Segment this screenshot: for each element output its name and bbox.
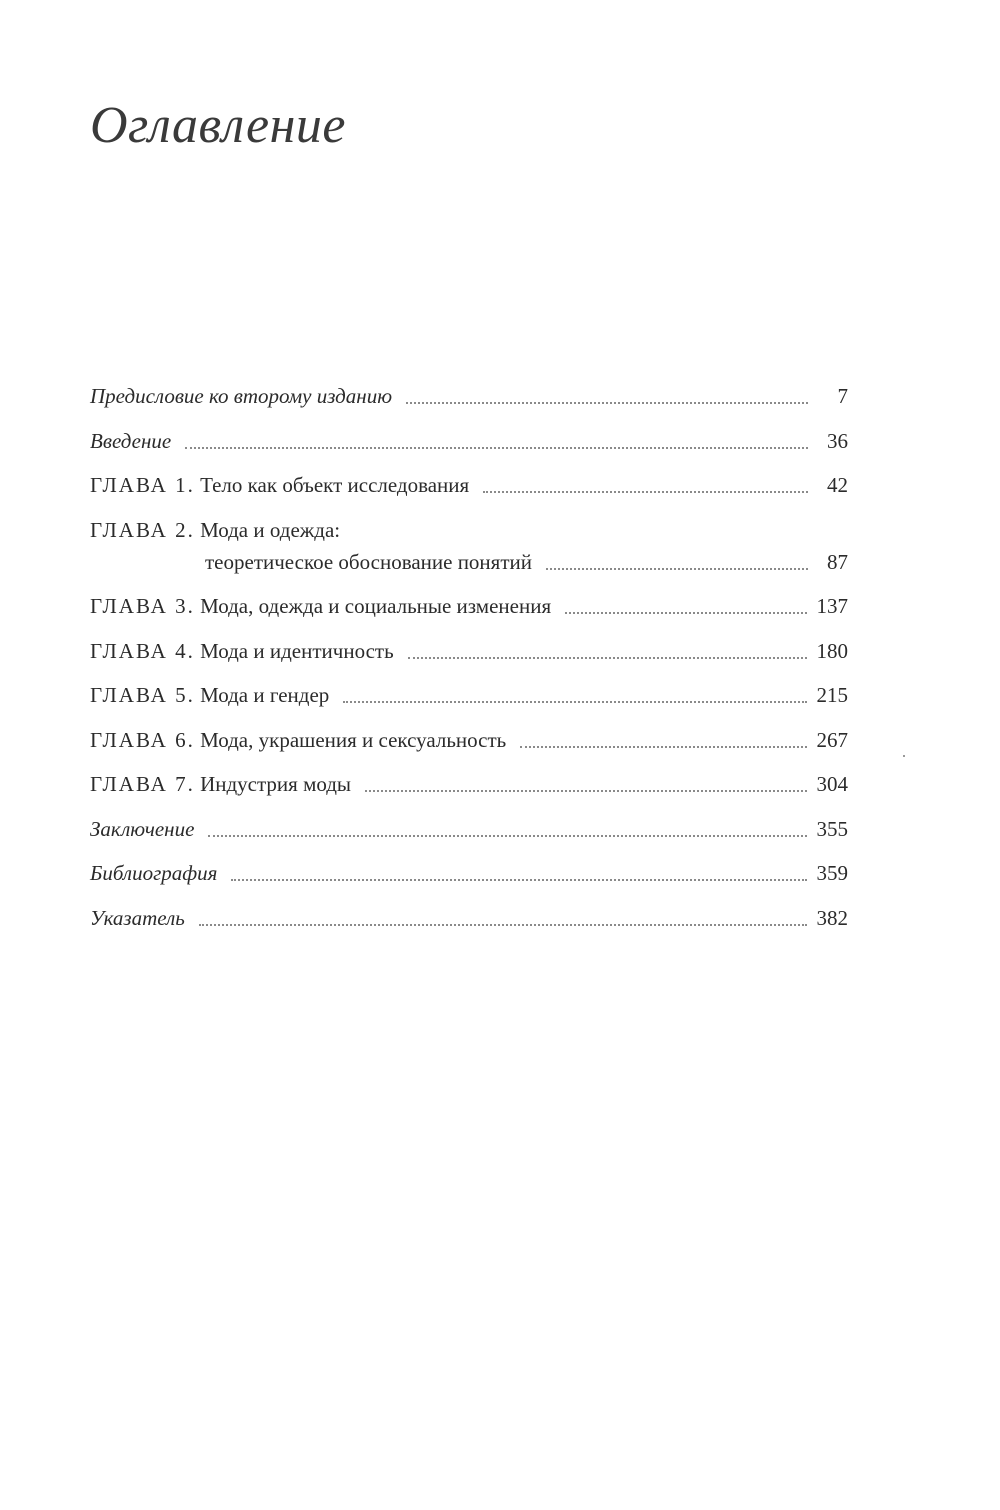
- dot-leader: [343, 701, 806, 703]
- dot-leader: [483, 491, 808, 493]
- toc-entry-chapter-5[interactable]: [90, 681, 848, 709]
- print-speck: [903, 755, 905, 757]
- toc-entry-label: Введение: [90, 428, 172, 453]
- page-title: Оглавление: [90, 97, 346, 154]
- dot-leader: [408, 657, 807, 659]
- toc-page-number: 137: [816, 594, 848, 618]
- toc-entry-label: Предисловие ко второму изданию: [90, 384, 392, 408]
- chapter-title: Мода, украшения и сексуальность: [200, 727, 507, 752]
- toc-page-number: 304: [816, 772, 848, 796]
- toc-entry-label: Указатель: [90, 905, 185, 930]
- toc-entry-chapter-3[interactable]: [90, 592, 848, 620]
- chapter-number: ГЛАВА 6.: [90, 727, 195, 752]
- dot-leader: [365, 790, 806, 792]
- chapter-number: ГЛАВА 1.: [90, 473, 195, 497]
- toc-page-number: 180: [816, 638, 848, 663]
- toc-entry-chapter-6[interactable]: [90, 726, 848, 754]
- toc-page-number: 355: [816, 816, 848, 841]
- dot-leader: [546, 568, 808, 570]
- toc-entry-label: Библиография: [90, 861, 218, 885]
- chapter-number: ГЛАВА 7.: [90, 772, 195, 796]
- dot-leader: [199, 924, 807, 926]
- chapter-title: Индустрия моды: [200, 772, 352, 796]
- chapter-title: Мода и гендер: [200, 683, 330, 707]
- toc-entry-chapter-2-line-2[interactable]: [90, 548, 848, 576]
- toc-page-number: 215: [816, 683, 848, 707]
- toc-page-number: 382: [816, 905, 848, 930]
- toc-entry-index[interactable]: [90, 904, 848, 932]
- toc-page-number: 7: [837, 384, 848, 408]
- toc-entry-preface[interactable]: [90, 382, 848, 410]
- chapter-title: Тело как объект исследования: [200, 473, 470, 497]
- chapter-title-line-1: Мода и одежда:: [200, 517, 341, 542]
- toc-page-number: 87: [827, 549, 848, 574]
- table-of-contents: [90, 382, 848, 948]
- toc-entry-introduction[interactable]: [90, 427, 848, 455]
- toc-entry-label: Заключение: [90, 816, 195, 841]
- dot-leader: [520, 746, 806, 748]
- chapter-number: ГЛАВА 2.: [90, 517, 195, 542]
- chapter-title-line-2: теоретическое обоснование понятий: [205, 549, 532, 574]
- chapter-title: Мода, одежда и социальные изменения: [200, 594, 552, 618]
- toc-entry-chapter-2-line-1[interactable]: [90, 516, 848, 544]
- dot-leader: [231, 879, 806, 881]
- toc-entry-chapter-4[interactable]: [90, 637, 848, 665]
- toc-page-number: 359: [816, 861, 848, 885]
- chapter-number: ГЛАВА 5.: [90, 683, 195, 707]
- chapter-number: ГЛАВА 3.: [90, 594, 195, 618]
- chapter-number: ГЛАВА 4.: [90, 638, 195, 663]
- dot-leader: [565, 612, 806, 614]
- dot-leader: [406, 402, 808, 404]
- toc-page-number: 36: [827, 428, 848, 453]
- toc-page-number: 267: [816, 727, 848, 752]
- toc-entry-bibliography[interactable]: [90, 859, 848, 887]
- dot-leader: [185, 447, 808, 449]
- toc-entry-chapter-7[interactable]: [90, 770, 848, 798]
- toc-entry-conclusion[interactable]: [90, 815, 848, 843]
- toc-page-number: 42: [827, 473, 848, 497]
- dot-leader: [208, 835, 806, 837]
- chapter-title: Мода и идентичность: [200, 638, 394, 663]
- toc-entry-chapter-1[interactable]: [90, 471, 848, 499]
